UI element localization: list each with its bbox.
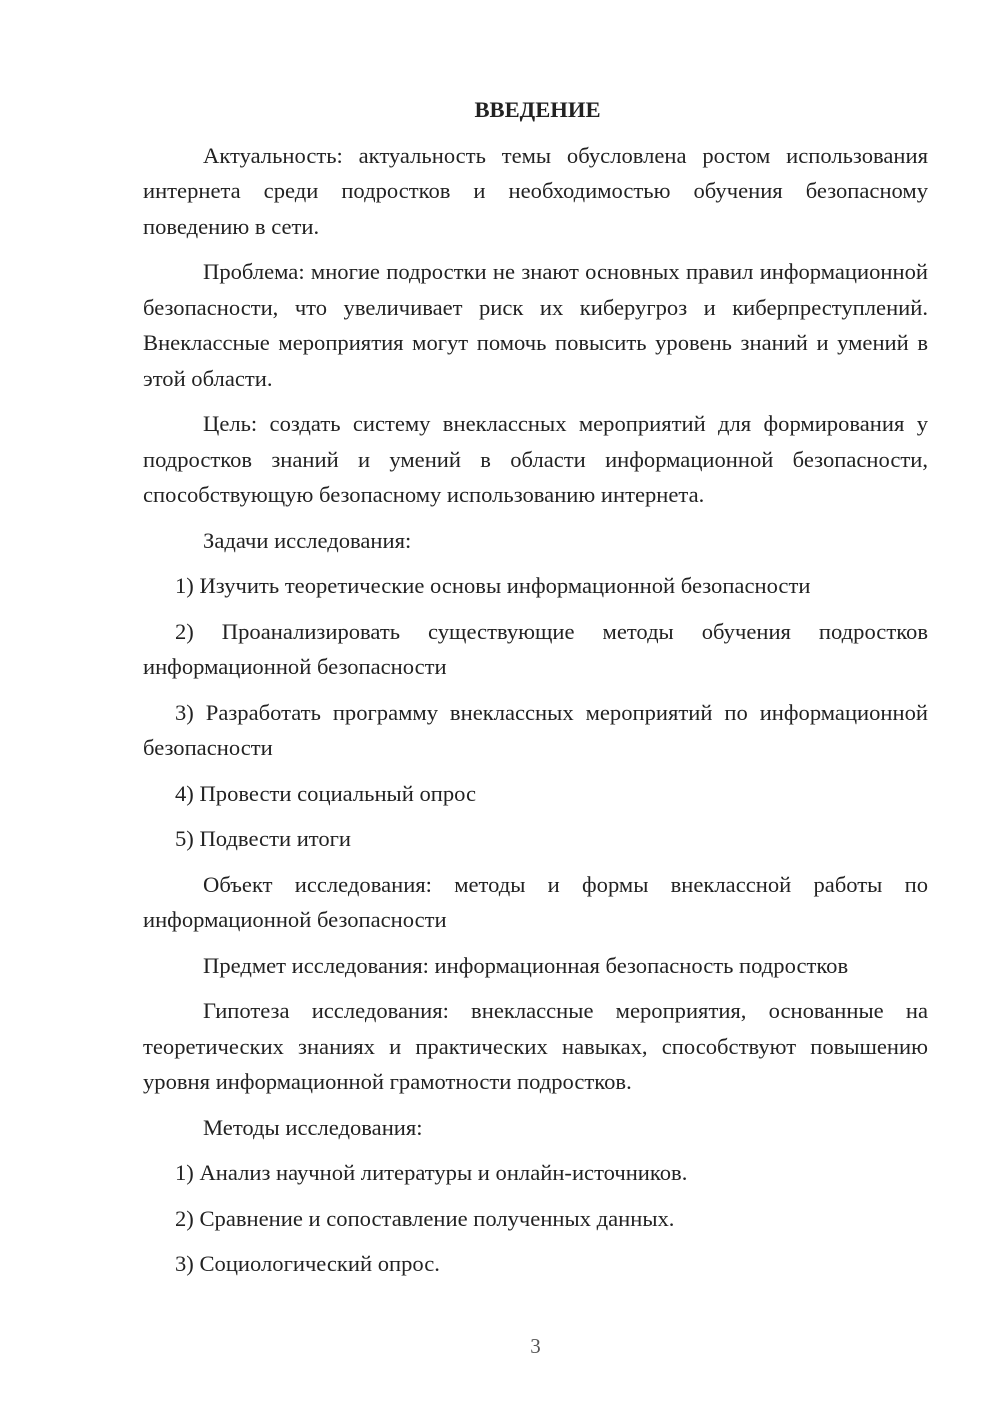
list-item-task-2: 2) Проанализировать существующие методы обучения подростков информационной безопасности	[143, 618, 928, 679]
paragraph-relevance: Актуальность: актуальность темы обусловлена ростом использования интернета среди подростков и необходимостью обучения безопасному поведению в сети.	[143, 142, 928, 239]
list-item-method-2: 2) Сравнение и сопоставление полученных данных.	[175, 1205, 675, 1231]
page-content	[143, 92, 928, 1292]
list-item-task-4: 4) Провести социальный опрос	[175, 780, 477, 806]
list-item-method-1: 1) Анализ научной литературы и онлайн-источников.	[175, 1160, 688, 1185]
methods-heading: Методы исследования:	[203, 1114, 423, 1140]
list-item-method-3: 3) Социологический опрос.	[175, 1251, 440, 1276]
section-title: ВВЕДЕНИЕ	[474, 97, 601, 122]
list-item-task-1: 1) Изучить теоретические основы информационной безопасности	[175, 573, 811, 598]
paragraph-goal: Цель: создать систему внеклассных мероприятий для формирования у подростков знаний и умений в области информационной безопасности, способствующую безопасному использованию интернета.	[143, 411, 928, 507]
list-item-task-3: 3) Разработать программу внеклассных мероприятий по информационной безопасности	[143, 699, 928, 760]
list-item-task-5: 5) Подвести итоги	[175, 826, 352, 851]
paragraph-subject: Предмет исследования: информационная безопасность подростков	[203, 952, 849, 978]
page-number: 3	[530, 1334, 541, 1358]
paragraph-hypothesis: Гипотеза исследования: внеклассные мероприятия, основанные на теоретических знаниях и практических навыках, способствуют повышению уровня информационной грамотности подростков.	[143, 998, 928, 1094]
paragraph-object: Объект исследования: методы и формы внеклассной работы по информационной безопасности	[143, 871, 928, 932]
tasks-heading: Задачи исследования:	[203, 527, 412, 553]
paragraph-problem: Проблема: многие подростки не знают основных правил информационной безопасности, что увеличивает риск их киберугроз и киберпреступлений. Внеклассные мероприятия могут помочь повысить уровень знаний и умений в этой области.	[143, 259, 928, 391]
